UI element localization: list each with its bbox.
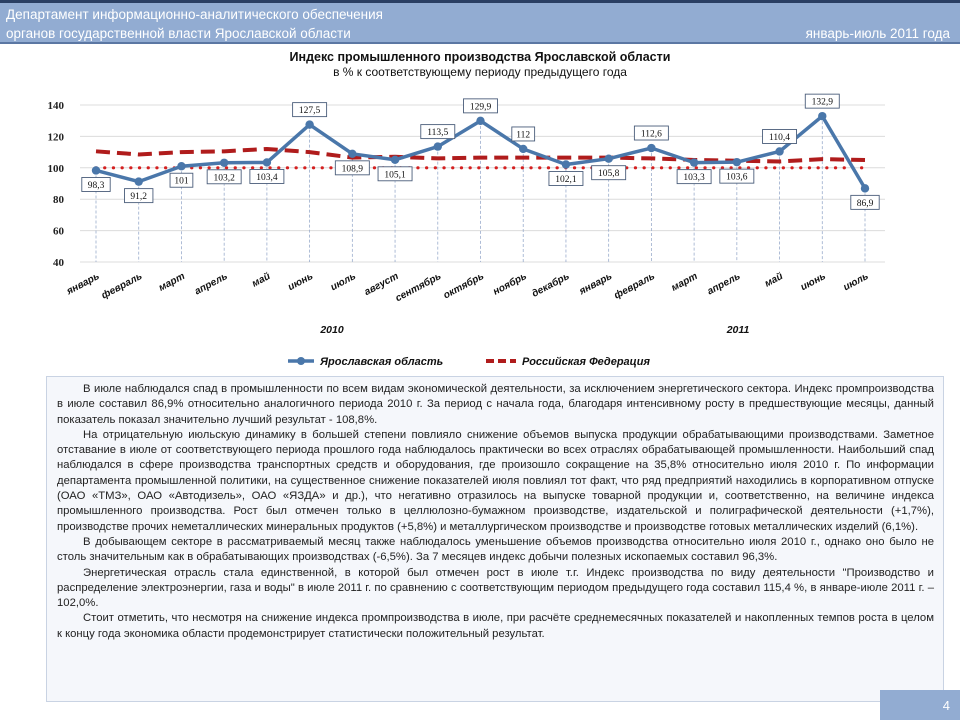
x-tick-label: декабрь bbox=[530, 270, 572, 300]
y-tick-label: 40 bbox=[53, 257, 64, 269]
data-label: 105,8 bbox=[597, 169, 620, 180]
data-label: 101 bbox=[174, 176, 189, 187]
data-point bbox=[647, 144, 655, 152]
x-tick-label: ноябрь bbox=[491, 270, 529, 298]
page-number: 4 bbox=[880, 690, 960, 720]
x-tick-label: июнь bbox=[798, 270, 828, 294]
x-tick-label: июнь bbox=[286, 270, 316, 294]
data-label: 91,2 bbox=[130, 192, 148, 203]
paragraph: В добывающем секторе в рассматриваемый месяц также наблюдалось уменьшение объемов производства относительно июля 2010 г., однако оно было не столь значительным как в обрабатывающих производствах (-6,5%). За 7 месяцев индекс добычи полезных ископаемых составил 96,3%. bbox=[57, 535, 934, 564]
x-tick-label: июль bbox=[841, 270, 871, 294]
data-point bbox=[775, 147, 783, 155]
data-point bbox=[135, 177, 143, 185]
x-tick-label: апрель bbox=[705, 270, 743, 298]
paragraph: На отрицательную июльскую динамику в большей степени повлияло снижение объемов выпуска продукции обрабатывающими производствами. Заметное отставание в июле от соответствующего периода прошлого года наблюдалось практически во всех отраслях обрабатывающей промышленности. Наибольший спад наблюдался в сфере производства транспортных средств и оборудования, где произошло сокращение на 35,8% относительно июля 2010 г. По информации департамента промышленной политики, на существенное снижение показателей июля повлиял тот факт, что ряд предприятий находились в корпоративном отпуске (ОАО «ТМЗ», ОАО «Автодизель», ОАО «ЯЗДА» и др.), что негативно отразилось на выпуске товарной продукции и, соответственно, на величине индекса промышленного производства. Рост был отмечен только в целлюлозно-бумажном производстве, издательской и полиграфической деятельности (+1,7%), производстве прочих неметаллических минеральных продуктов (+5,8%) и металлургическом производстве и производстве готовых металлических изделий (6,1%). bbox=[57, 428, 934, 533]
data-point bbox=[861, 184, 869, 192]
header-period: январь-июль 2011 года bbox=[805, 26, 950, 41]
x-tick-label: сентябрь bbox=[393, 270, 444, 305]
x-tick-label: апрель bbox=[192, 270, 230, 298]
data-label: 105,1 bbox=[384, 170, 406, 181]
data-point bbox=[220, 159, 228, 167]
x-tick-label: май bbox=[762, 270, 785, 290]
data-point bbox=[733, 158, 741, 166]
chart-subtitle: в % к соответствующему периоду предыдущего года bbox=[333, 65, 627, 79]
paragraph: Энергетическая отрасль стала единственной, в которой был отмечен рост в июле т.г. Индекс производства по виду деятельности "Производство и распределение электроэнергии, газа и воды" в июле 2011 г. по сравнению с соответствующим периодом предыдущего года составил 115,4 %, в январе-июле 2011 г. – 102,0%. bbox=[57, 566, 934, 610]
data-label: 103,2 bbox=[213, 173, 235, 184]
data-point bbox=[604, 154, 612, 162]
data-label: 113,5 bbox=[427, 128, 449, 139]
data-label: 112,6 bbox=[640, 129, 662, 140]
data-point bbox=[263, 158, 271, 166]
data-label: 102,1 bbox=[555, 175, 577, 186]
data-point bbox=[177, 162, 185, 170]
x-tick-label: февраль bbox=[612, 270, 657, 302]
x-tick-label: февраль bbox=[99, 270, 145, 302]
data-point bbox=[562, 160, 570, 168]
x-tick-label: март bbox=[669, 270, 700, 294]
data-label: 127,5 bbox=[298, 106, 321, 117]
data-point bbox=[476, 117, 484, 125]
data-point bbox=[519, 145, 527, 153]
year-label: 2010 bbox=[320, 324, 344, 336]
data-point bbox=[348, 150, 356, 158]
header-department: Департамент информационно-аналитического обеспечения bbox=[6, 7, 383, 22]
data-label: 103,3 bbox=[683, 173, 705, 184]
legend-marker-yaroslavl bbox=[297, 357, 305, 365]
x-tick-label: октябрь bbox=[441, 270, 486, 302]
y-tick-label: 100 bbox=[47, 162, 64, 175]
data-point bbox=[818, 112, 826, 120]
x-tick-label: март bbox=[156, 270, 187, 294]
header-department-line2: органов государственной власти Ярославской области bbox=[6, 26, 351, 41]
x-tick-label: январь bbox=[64, 270, 102, 298]
data-point bbox=[690, 158, 698, 166]
chart-title: Индекс промышленного производства Ярославской области bbox=[289, 50, 671, 64]
data-label: 108,9 bbox=[341, 164, 364, 175]
legend-label-russia: Российская Федерация bbox=[522, 356, 650, 368]
commentary-box bbox=[46, 376, 944, 702]
data-label: 129,9 bbox=[469, 102, 492, 113]
paragraph: В июле наблюдался спад в промышленности по всем видам экономической деятельности, за исключением энергетического сектора. Индекс промпроизводства в июле составил 86,9% относительно аналогичного периода 2010 г. За период с начала года, благодаря интенсивному росту в предшествующие месяцы, данный показатель показал значительно лучший результат - 108,8%. bbox=[57, 383, 934, 426]
data-label: 98,3 bbox=[87, 180, 105, 191]
data-label: 112 bbox=[516, 130, 531, 141]
y-tick-label: 140 bbox=[47, 100, 64, 112]
data-label: 132,9 bbox=[811, 97, 833, 108]
data-label: 86,9 bbox=[856, 198, 874, 209]
x-tick-label: август bbox=[362, 270, 401, 298]
year-label: 2011 bbox=[726, 324, 750, 336]
y-tick-label: 120 bbox=[47, 131, 64, 144]
data-point bbox=[391, 156, 399, 164]
legend-label-yaroslavl: Ярославская область bbox=[320, 356, 444, 368]
x-tick-label: май bbox=[250, 270, 273, 290]
y-tick-label: 80 bbox=[53, 194, 64, 207]
data-label: 103,4 bbox=[256, 172, 278, 183]
data-point bbox=[92, 166, 100, 174]
x-tick-label: январь bbox=[577, 270, 615, 298]
data-label: 110,4 bbox=[769, 132, 791, 143]
data-point bbox=[305, 120, 313, 128]
paragraph: Стоит отметить, что несмотря на снижение индекса промпроизводства в июле, при расчёте среднемесячных показателей и накопленных темпов роста в целом к концу года экономика области продемонстрирует статистически положительный результат. bbox=[57, 612, 934, 640]
data-label: 103,6 bbox=[726, 172, 748, 183]
data-point bbox=[434, 142, 442, 150]
x-tick-label: июль bbox=[328, 270, 358, 294]
y-tick-label: 60 bbox=[53, 225, 64, 238]
